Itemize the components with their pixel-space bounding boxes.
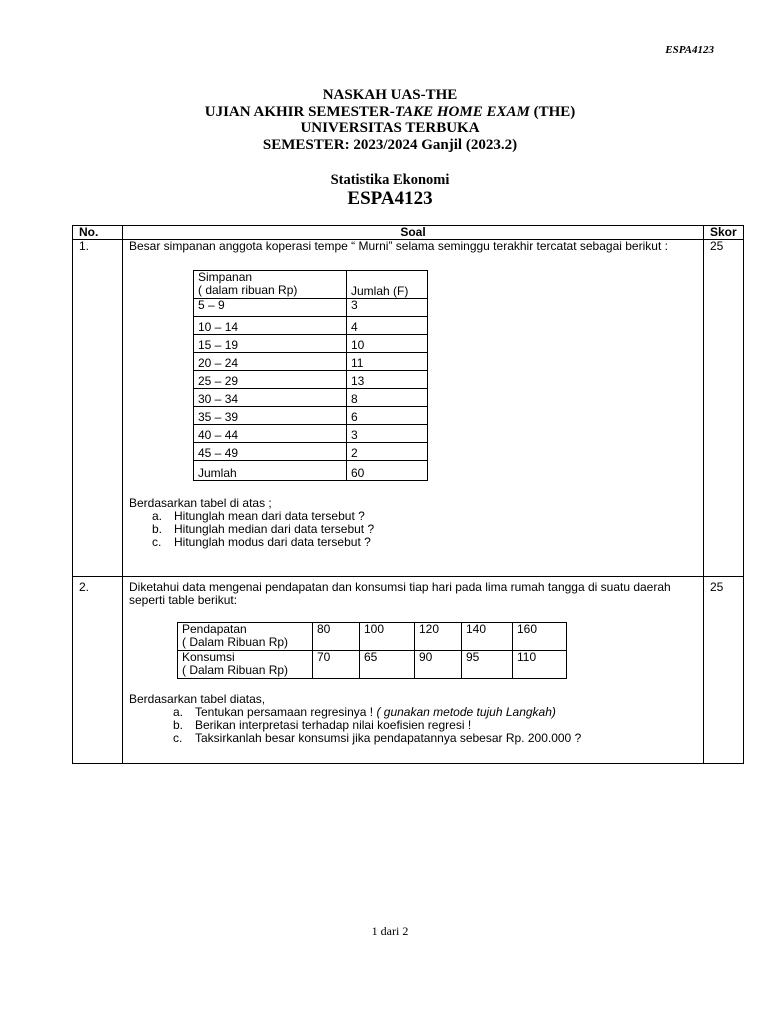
col-header-no: No.	[73, 226, 123, 240]
question-score: 25	[704, 577, 744, 764]
header-line-2: UJIAN AKHIR SEMESTER-TAKE HOME EXAM (THE)	[204, 103, 576, 120]
list-item: c. Taksirkanlah besar konsumsi jika pendapatannya sebesar Rp. 200.000 ?	[173, 731, 582, 745]
table-row: 15 – 19 10	[194, 335, 428, 353]
list-item: a. Hitunglah mean dari data tersebut ?	[152, 509, 365, 523]
question-intro: Besar simpanan anggota koperasi tempe “ Murni” selama seminggu terakhir tercatat sebagai berikut :	[129, 239, 668, 253]
total-row: Jumlah 60	[194, 461, 428, 481]
question-number: 2.	[73, 577, 123, 764]
list-item: b. Hitunglah median dari data tersebut ?	[152, 522, 375, 536]
header-line-3: UNIVERSITAS TERBUKA	[300, 120, 480, 136]
table-row: 5 – 9 3	[194, 299, 428, 317]
income-row: Pendapatan ( Dalam Ribuan Rp) 80 100 120 140 160	[178, 623, 567, 651]
savings-table-header	[194, 271, 428, 299]
question-table	[72, 225, 744, 764]
course-name: Statistika Ekonomi	[330, 172, 450, 188]
question-number: 1.	[73, 240, 123, 577]
question-row-1	[73, 240, 744, 577]
question-items	[129, 510, 697, 549]
table-row: 10 – 14 4	[194, 317, 428, 335]
page-number: 1 dari 2	[371, 924, 409, 938]
income-label: Pendapatan ( Dalam Ribuan Rp)	[178, 623, 313, 651]
question-after-text: Berdasarkan tabel diatas,	[129, 692, 266, 706]
table-row: 45 – 49 2	[194, 443, 428, 461]
question-row-2	[73, 577, 744, 764]
table-row: 25 – 29 13	[194, 371, 428, 389]
col-header-skor: Skor	[704, 226, 744, 240]
col-header-soal: Soal	[123, 226, 704, 240]
question-body	[123, 240, 704, 577]
question-body	[123, 577, 704, 764]
table-row: 30 – 34 8	[194, 389, 428, 407]
savings-table	[193, 270, 428, 481]
savings-header-left: Simpanan ( dalam ribuan Rp)	[194, 271, 347, 299]
question-items	[129, 706, 697, 745]
income-consumption-table	[177, 622, 567, 679]
exam-header	[0, 87, 768, 153]
table-header-row	[73, 226, 744, 240]
savings-header-right: Jumlah (F)	[347, 271, 428, 299]
table-row: 35 – 39 6	[194, 407, 428, 425]
table-row: 20 – 24 11	[194, 353, 428, 371]
list-item: a. Tentukan persamaan regresinya ! ( gunakan metode tujuh Langkah)	[173, 705, 556, 719]
question-intro: Diketahui data mengenai pendapatan dan konsumsi tiap hari pada lima rumah tangga di suatu daerah seperti table berikut:	[129, 580, 671, 607]
question-after-text: Berdasarkan tabel di atas ;	[129, 496, 272, 510]
course-code: ESPA4123	[347, 188, 433, 209]
consumption-label: Konsumsi ( Dalam Ribuan Rp)	[178, 651, 313, 679]
header-line-4: SEMESTER: 2023/2024 Ganjil (2023.2)	[262, 136, 518, 153]
table-row: 40 – 44 3	[194, 425, 428, 443]
document-code: ESPA4123	[665, 44, 714, 56]
consumption-row: Konsumsi ( Dalam Ribuan Rp) 70 65 90 95 110	[178, 651, 567, 679]
list-item: b. Berikan interpretasi terhadap nilai koefisien regresi !	[173, 718, 472, 732]
list-item: c. Hitunglah modus dari data tersebut ?	[152, 535, 371, 549]
question-score: 25	[704, 240, 744, 577]
header-line-1: NASKAH UAS-THE	[322, 87, 458, 103]
